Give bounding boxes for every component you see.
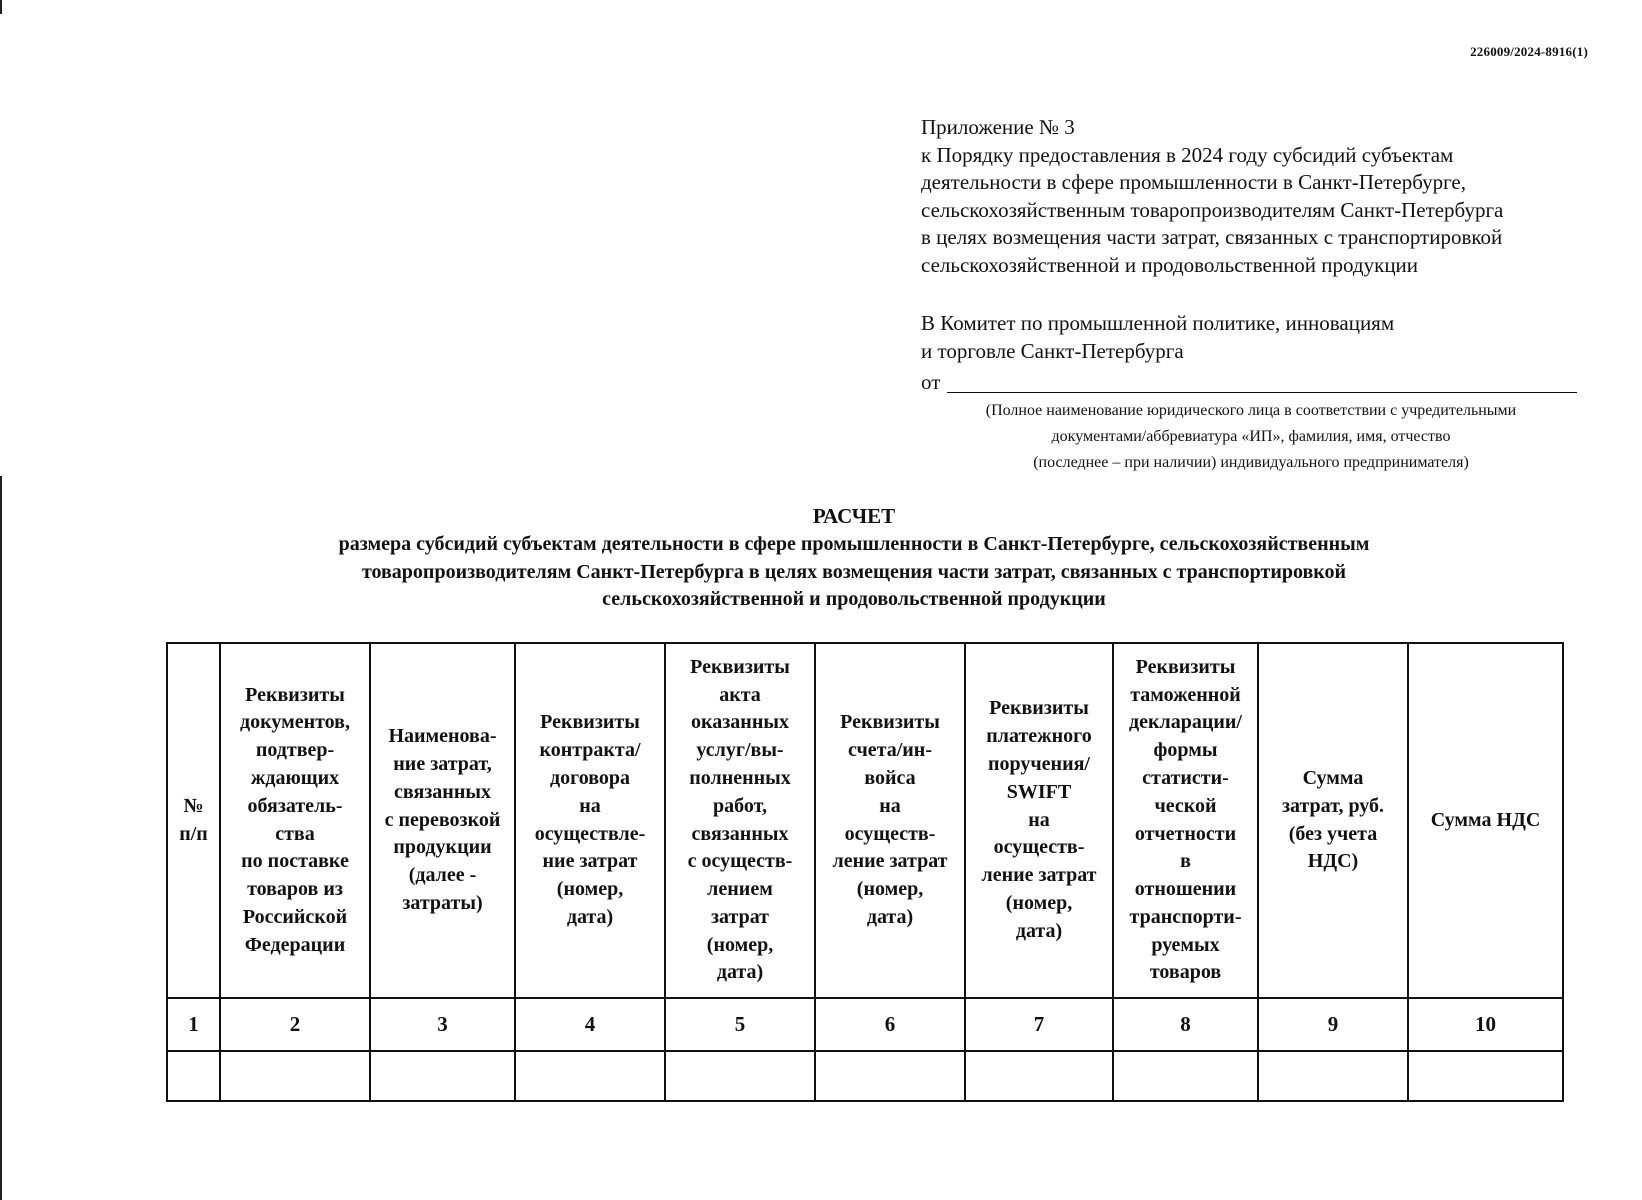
from-label: от [921, 370, 941, 394]
column-header-line: отчетности [1134, 822, 1237, 845]
column-number-cell: 9 [1258, 998, 1408, 1051]
column-header-line: Реквизиты [840, 711, 940, 734]
column-number-cell: 8 [1113, 998, 1258, 1051]
table-cell[interactable] [815, 1051, 965, 1101]
column-header-line: декларации/ [1129, 711, 1242, 734]
column-header-line: (без учета [1288, 822, 1378, 845]
calculation-subtitle [180, 531, 1528, 614]
column-header-line: затраты) [402, 891, 483, 914]
from-note-line: документами/аббревиатура «ИП», фамилия, имя, отчество [1051, 428, 1451, 445]
column-header-line: отношении [1134, 878, 1237, 901]
column-header-line: статисти- [1142, 766, 1229, 789]
column-header-line: договора [550, 766, 630, 789]
column-numbers-row [167, 998, 1563, 1051]
column-header-line: войса [864, 766, 916, 789]
column-header-line: ние затрат, [393, 753, 492, 775]
column-header-9 [1258, 643, 1408, 998]
addressee-line: и торговле Санкт-Петербурга [921, 338, 1184, 363]
column-header-line: Реквизиты [245, 683, 345, 706]
column-header-line: подтвер- [255, 739, 335, 762]
column-header-line: связанных [394, 780, 491, 803]
column-header-line: осуществле- [534, 822, 646, 845]
column-number-cell: 5 [665, 998, 815, 1051]
table-cell[interactable] [1408, 1051, 1563, 1101]
column-header-line: продукции [393, 836, 492, 859]
from-note-line: (Полное наименование юридического лица в соответствии с учредительными [985, 402, 1517, 419]
table-cell[interactable] [1113, 1051, 1258, 1101]
column-header-line: SWIFT [1006, 780, 1072, 803]
from-signature-underline [947, 392, 1577, 393]
column-header-line: дата) [716, 961, 764, 984]
column-header-line: акта [719, 683, 761, 706]
subtitle-line: размера субсидий субъектам деятельности в сфере промышленности в Санкт-Петербурге, сельскохозяйственным [338, 533, 1370, 555]
column-header-line: затрат [710, 905, 770, 928]
column-header-line: поручения/ [988, 753, 1090, 775]
column-header-line: осуществ- [844, 822, 936, 845]
from-note [920, 398, 1582, 476]
column-header-line: работ, [713, 794, 767, 817]
column-header-line: связанных [691, 822, 789, 845]
column-header-line: (далее - [408, 864, 477, 887]
column-header-line: документов, [240, 711, 350, 734]
table-cell[interactable] [965, 1051, 1113, 1101]
column-number-cell: 4 [515, 998, 665, 1051]
appendix-line: сельскохозяйственным товаропроизводителям Санкт-Петербурга [921, 197, 1504, 222]
appendix-line: в целях возмещения части затрат, связанных с транспортировкой [921, 225, 1503, 249]
column-header-line: контракта/ [539, 739, 641, 762]
appendix-block [921, 114, 1621, 279]
column-header-line: услуг/вы- [696, 739, 784, 762]
column-header-line: ческой [1154, 794, 1217, 817]
column-header-line: Реквизиты [540, 711, 640, 734]
column-header-line: п/п [179, 822, 208, 845]
column-header-line: осуществ- [993, 836, 1085, 859]
column-header-line: Сумма НДС [1430, 808, 1541, 831]
column-header-line: ние затрат [542, 850, 638, 873]
appendix-line: к Порядку предоставления в 2024 году субсидий субъектам [921, 142, 1454, 167]
column-header-line: дата) [566, 905, 614, 928]
column-header-line: на [579, 794, 601, 817]
column-header-line: Сумма [1302, 766, 1364, 789]
column-header-line: ждающих [250, 766, 340, 789]
table-cell[interactable] [515, 1051, 665, 1101]
table-row [167, 1051, 1563, 1101]
column-header-line: (номер, [556, 878, 624, 901]
column-header-line: Российской [242, 905, 348, 928]
column-header-line: дата) [1015, 919, 1063, 942]
column-header-1 [167, 643, 220, 998]
column-header-line: ление затрат [832, 850, 948, 873]
addressee-block [921, 310, 1621, 365]
table-cell[interactable] [220, 1051, 370, 1101]
column-header-line: Федерации [244, 933, 346, 956]
column-header-line: НДС) [1307, 850, 1359, 873]
column-header-line: таможенной [1130, 683, 1241, 706]
subtitle-line: товаропроизводителям Санкт-Петербурга в целях возмещения части затрат, связанных с транспортировкой [361, 560, 1347, 583]
column-header-line: транспорти- [1129, 905, 1242, 928]
column-header-line: по поставке [241, 850, 349, 873]
table-cell[interactable] [370, 1051, 515, 1101]
column-header-line: Реквизиты [1135, 655, 1236, 678]
column-header-line: на [1028, 808, 1050, 831]
column-header-3 [370, 643, 515, 998]
column-header-line: товаров [1149, 961, 1222, 984]
column-header-line: оказанных [691, 711, 789, 734]
column-header-5 [665, 643, 815, 998]
document-reference: 226009/2024-8916(1) [1470, 44, 1588, 59]
column-header-line: полненных [689, 766, 791, 789]
column-header-line: (номер, [856, 878, 924, 901]
column-header-line: с перевозкой [384, 808, 501, 831]
subtitle-line: сельскохозяйственной и продовольственной продукции [602, 588, 1106, 610]
column-header-line: ства [275, 822, 315, 845]
column-header-line: Реквизиты [989, 697, 1089, 720]
column-header-line: затрат, руб. [1281, 794, 1385, 817]
column-header-line: № [183, 794, 204, 817]
column-number-cell: 3 [370, 998, 515, 1051]
column-header-7 [965, 643, 1113, 998]
table-cell[interactable] [167, 1051, 220, 1101]
column-header-line: в [1180, 850, 1191, 873]
column-header-line: (номер, [1005, 891, 1073, 914]
column-header-line: с осуществ- [687, 850, 793, 873]
addressee-line: В Комитет по промышленной политике, инновациям [921, 311, 1395, 335]
appendix-line: Приложение № 3 [921, 115, 1075, 139]
column-header-line: Наименова- [388, 725, 497, 748]
column-number-cell: 10 [1408, 998, 1563, 1051]
column-header-6 [815, 643, 965, 998]
column-header-line: руемых [1151, 933, 1220, 956]
page-edge-mark-bottom [0, 476, 2, 1200]
column-header-line: (номер, [706, 933, 774, 956]
column-header-line: на [879, 794, 901, 817]
column-header-line: формы [1153, 739, 1218, 762]
column-header-4 [515, 643, 665, 998]
from-note-line: (последнее – при наличии) индивидуального предпринимателя) [1033, 454, 1469, 471]
column-header-line: счета/ин- [848, 739, 932, 762]
table-header-row [167, 643, 1563, 998]
column-header-line: дата) [866, 905, 914, 928]
column-header-line: Реквизиты [690, 655, 790, 678]
column-header-2 [220, 643, 370, 998]
calculation-title: РАСЧЕТ [812, 504, 896, 528]
column-header-line: товаров из [247, 878, 343, 901]
column-header-line: ление затрат [981, 864, 1097, 887]
from-line [921, 369, 1577, 396]
page-edge-mark-top [0, 0, 2, 14]
column-header-10 [1408, 643, 1563, 998]
column-number-cell: 2 [220, 998, 370, 1051]
column-header-8 [1113, 643, 1258, 998]
column-header-line: обязатель- [247, 794, 343, 817]
calculation-table [166, 642, 1564, 1102]
column-number-cell: 7 [965, 998, 1113, 1051]
appendix-line: сельскохозяйственной и продовольственной продукции [921, 252, 1419, 277]
column-header-line: платежного [986, 725, 1092, 748]
column-header-line: лением [707, 878, 773, 901]
column-number-cell: 1 [167, 998, 220, 1051]
table-cell[interactable] [1258, 1051, 1408, 1101]
table-body [167, 998, 1563, 1101]
appendix-line: деятельности в сфере промышленности в Санкт-Петербурге, [921, 170, 1467, 194]
column-number-cell: 6 [815, 998, 965, 1051]
table-cell[interactable] [665, 1051, 815, 1101]
